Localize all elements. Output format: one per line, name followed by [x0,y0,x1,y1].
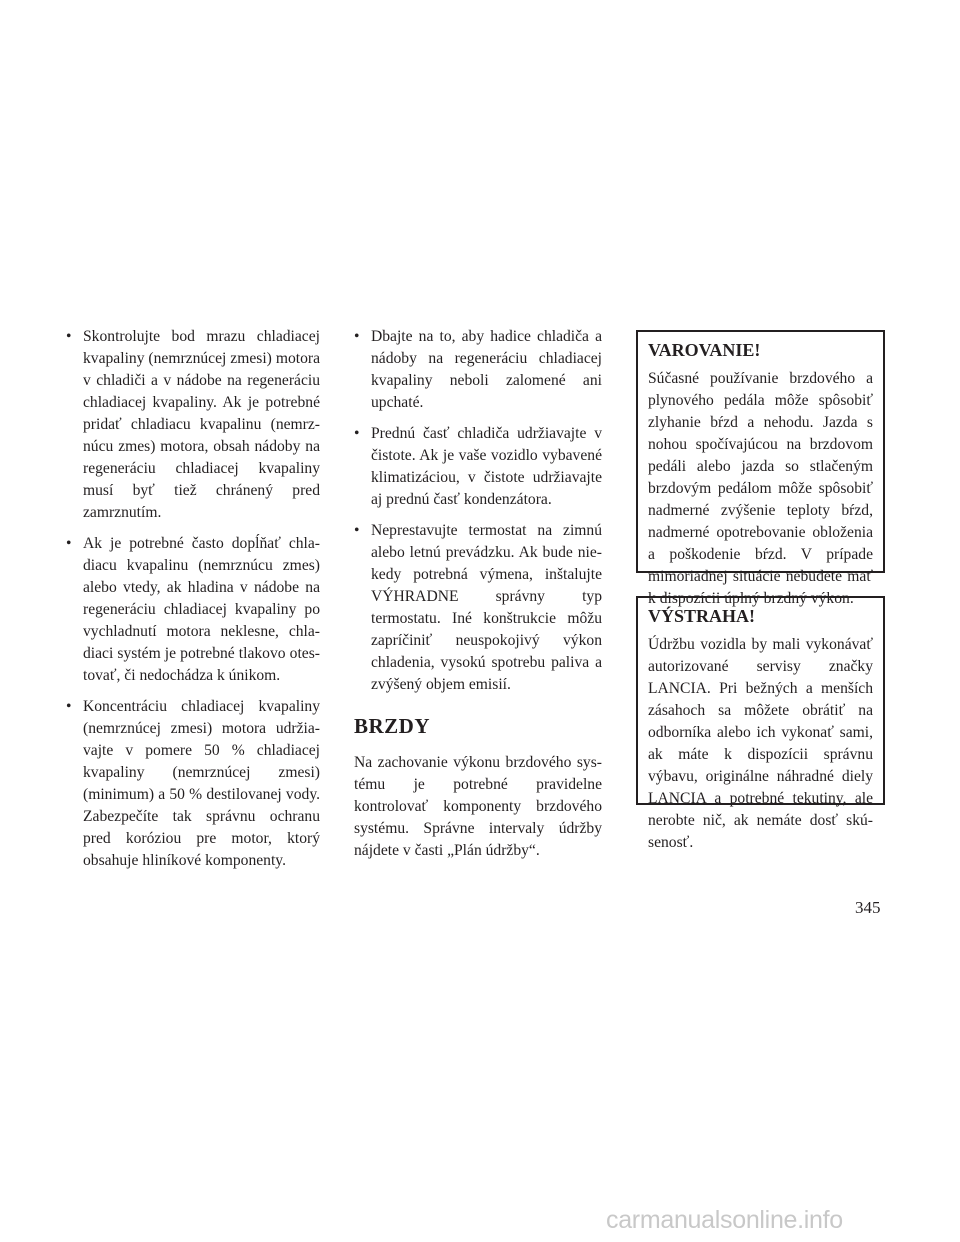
bullet-icon: • [354,328,360,345]
column-middle [354,326,602,862]
list-item-text: Ak je potrebné často dopĺňať chladiacu kvapalinu (nemrznúcu zmes) alebo vtedy, ak hladina v nádobe na regeneráciu chladiacej kvapaliny po vychladnutí motora neklesne, chladiaci systém je potrebné tlakovo otestovať, či nedochádza k únikom. [83,535,320,684]
watermark-text: carmanualsonline.info [606,1206,843,1234]
list-item [354,423,602,511]
list-item [66,696,320,872]
bullet-list-left [66,326,320,872]
list-item-text: Skontrolujte bod mrazu chladiacej kvapaliny (nemrznúcej zmesi) motora v chladiči a v nádobe na regeneráciu chladiacej kvapaliny. Ak je potrebné pridať chladiacu kvapalinu (nemrznúcu zmes) motora, obsah nádoby na regeneráciu chladiacej kvapaliny musí byť tiež chránený pred zamrznutím. [83,328,320,521]
warning-title: VAROVANIE! [648,340,761,360]
bullet-icon: • [66,698,72,715]
caution-text: Údržbu vozidla by mali vykonávať autorizované servisy značky LANCIA. Pri bežných a menších zásahoch sa môžete obrátiť na odborníka alebo ich vykonať sami, ak máte k dispozícii správnu výbavu, originálne náhradné diely LANCIA a potrebné tekutiny, ale nerobte nič, ak nemáte dosť skúsenosť. [648,636,873,851]
list-item [354,520,602,696]
warning-box [636,330,885,607]
bullet-icon: • [66,328,72,345]
list-item-text: Neprestavujte termostat na zimnú alebo letnú prevádzku. Ak bude niekedy potrebná výmena, inštalujte VÝHRADNE správny typ termostatu. Iné konštrukcie môžu zapríčiniť neuspokojivý výkon chladenia, vysokú spotrebu paliva a zvýšený objem emisií. [371,522,602,693]
section-paragraph: Na zachovanie výkonu brzdového systému je potrebné pravidelne kontrolovať komponenty brzdového systému. Správne intervaly údržby nájdete v časti „Plán údržby“. [354,754,602,859]
caution-title: VÝSTRAHA! [648,606,756,626]
column-left [66,326,320,881]
section-heading-brakes: BRZDY [354,714,431,738]
list-item-text: Koncentráciu chladiacej kvapaliny (nemrznúcej zmesi) motora udržiavajte v pomere 50 % chladiacej kvapaliny (nemrznúcej zmesi) (minimum) a 50 % destilovanej vody. Zabezpečíte tak správnu ochranu pred koróziou pre motor, ktorý obsahuje hliníkové komponenty. [83,698,320,869]
warning-text: Súčasné používanie brzdového a plynového pedála môže spôsobiť zlyhanie bŕzd a nehodu. Jazda s nohou spočívajúcou na brzdovom pedáli alebo jazda so stlačeným brzdovým pedálom môže spôsobiť nadmerné zvýšenie teploty bŕzd, nadmerné opotrebovanie obloženia a poškodenie bŕzd. V prípade mimoriadnej situácie nebudete mať k dispozícii úplný brzdný výkon. [648,370,873,607]
caution-box [636,596,885,851]
bullet-icon: • [354,522,360,539]
list-item [66,326,320,524]
page-number: 345 [855,898,881,917]
list-item-text: Prednú časť chladiča udržiavajte v čistote. Ak je vaše vozidlo vybavené klimatizáciou, v čistote udržiavajte aj prednú časť kondenzátora. [371,425,602,508]
list-item-text: Dbajte na to, aby hadice chladiča a nádoby na regeneráciu chladiacej kvapaliny neboli zalomené ani upchaté. [371,328,602,411]
bullet-icon: • [354,425,360,442]
list-item [354,326,602,414]
bullet-list-middle [354,326,602,696]
list-item [66,533,320,687]
bullet-icon: • [66,535,72,552]
